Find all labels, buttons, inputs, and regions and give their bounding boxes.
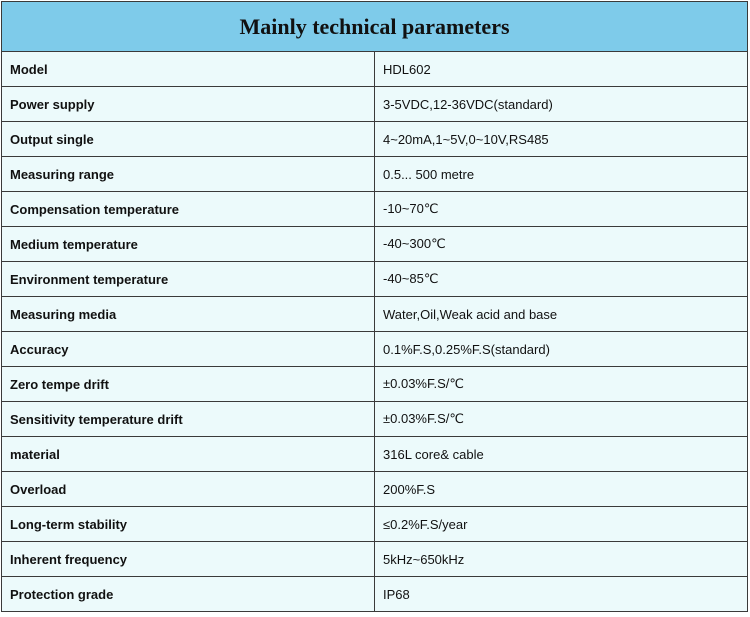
parameter-value: 200%F.S bbox=[375, 472, 748, 507]
parameter-label: material bbox=[2, 437, 375, 472]
parameter-value: ±0.03%F.S/℃ bbox=[375, 367, 748, 402]
parameter-label: Medium temperature bbox=[2, 227, 375, 262]
parameter-value: 5kHz~650kHz bbox=[375, 542, 748, 577]
parameter-label: Accuracy bbox=[2, 332, 375, 367]
table-row bbox=[2, 507, 748, 542]
parameter-label: Output single bbox=[2, 122, 375, 157]
parameter-label: Long-term stability bbox=[2, 507, 375, 542]
parameter-label: Measuring media bbox=[2, 297, 375, 332]
table-body bbox=[2, 52, 748, 612]
table-header-row bbox=[2, 2, 748, 52]
table-row bbox=[2, 52, 748, 87]
parameter-value: 0.1%F.S,0.25%F.S(standard) bbox=[375, 332, 748, 367]
parameter-label: Environment temperature bbox=[2, 262, 375, 297]
table-title: Mainly technical parameters bbox=[2, 2, 748, 52]
table-row bbox=[2, 227, 748, 262]
parameter-value: 4~20mA,1~5V,0~10V,RS485 bbox=[375, 122, 748, 157]
parameter-value: -40~85℃ bbox=[375, 262, 748, 297]
parameters-table-container bbox=[1, 1, 748, 612]
table-row bbox=[2, 87, 748, 122]
parameter-value: Water,Oil,Weak acid and base bbox=[375, 297, 748, 332]
parameter-value: ≤0.2%F.S/year bbox=[375, 507, 748, 542]
table-row bbox=[2, 367, 748, 402]
parameter-label: Sensitivity temperature drift bbox=[2, 402, 375, 437]
table-row bbox=[2, 542, 748, 577]
table-row bbox=[2, 192, 748, 227]
parameter-value: IP68 bbox=[375, 577, 748, 612]
parameter-label: Power supply bbox=[2, 87, 375, 122]
table-row bbox=[2, 472, 748, 507]
table-row bbox=[2, 402, 748, 437]
table-row bbox=[2, 577, 748, 612]
parameter-value: 0.5... 500 metre bbox=[375, 157, 748, 192]
table-row bbox=[2, 437, 748, 472]
parameter-label: Model bbox=[2, 52, 375, 87]
parameter-value: ±0.03%F.S/℃ bbox=[375, 402, 748, 437]
parameter-label: Protection grade bbox=[2, 577, 375, 612]
parameter-label: Overload bbox=[2, 472, 375, 507]
technical-parameters-table bbox=[1, 1, 748, 612]
parameter-label: Compensation temperature bbox=[2, 192, 375, 227]
parameter-value: 3-5VDC,12-36VDC(standard) bbox=[375, 87, 748, 122]
table-row bbox=[2, 262, 748, 297]
parameter-label: Inherent frequency bbox=[2, 542, 375, 577]
parameter-label: Measuring range bbox=[2, 157, 375, 192]
table-row bbox=[2, 332, 748, 367]
parameter-value: -10~70℃ bbox=[375, 192, 748, 227]
table-row bbox=[2, 122, 748, 157]
parameter-label: Zero tempe drift bbox=[2, 367, 375, 402]
table-row bbox=[2, 157, 748, 192]
parameter-value: -40~300℃ bbox=[375, 227, 748, 262]
parameter-value: 316L core& cable bbox=[375, 437, 748, 472]
parameter-value: HDL602 bbox=[375, 52, 748, 87]
table-row bbox=[2, 297, 748, 332]
